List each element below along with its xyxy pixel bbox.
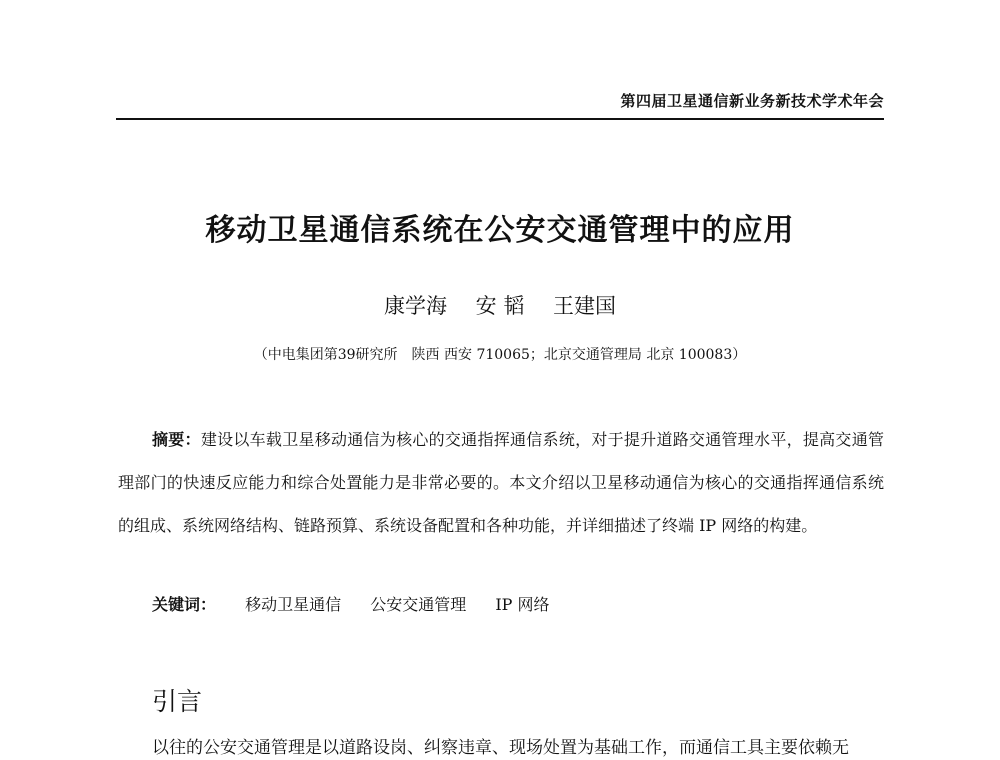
keyword: 移动卫星通信 <box>245 595 342 614</box>
running-header: 第四届卫星通信新业务新技术学术年会 <box>620 92 884 110</box>
keywords <box>152 592 550 615</box>
author-name: 王建国 <box>553 294 617 318</box>
body-text: 以往的公安交通管理是以道路设岗、纠察违章、现场处置为基础工作，而通信工具主要依赖无 <box>152 738 849 758</box>
abstract <box>118 418 884 547</box>
section-heading: 引言 <box>152 687 203 716</box>
paper-title: 移动卫星通信系统在公安交通管理中的应用 <box>205 213 795 249</box>
author-list <box>0 290 1000 320</box>
affiliation: （中电集团第39研究所 陕西 西安 710065；北京交通管理局 北京 100083） <box>253 347 747 363</box>
abstract-label: 摘要： <box>152 430 201 449</box>
keywords-label: 关键词： <box>152 595 217 614</box>
author-name: 康学海 <box>383 294 447 318</box>
keyword: 公安交通管理 <box>370 595 467 614</box>
header-rule <box>116 118 884 120</box>
author-name: 安 韬 <box>475 294 525 318</box>
keyword: IP 网络 <box>495 595 550 614</box>
abstract-text: 建设以车载卫星移动通信为核心的交通指挥通信系统，对于提升道路交通管理水平，提高交通管理部门的快速反应能力和综合处置能力是非常必要的。本文介绍以卫星移动通信为核心的交通指挥通信系统的组成、系统网络结构、链路预算、系统设备配置和各种功能，并详细描述了终端 IP 网络的构建。 <box>118 430 884 535</box>
